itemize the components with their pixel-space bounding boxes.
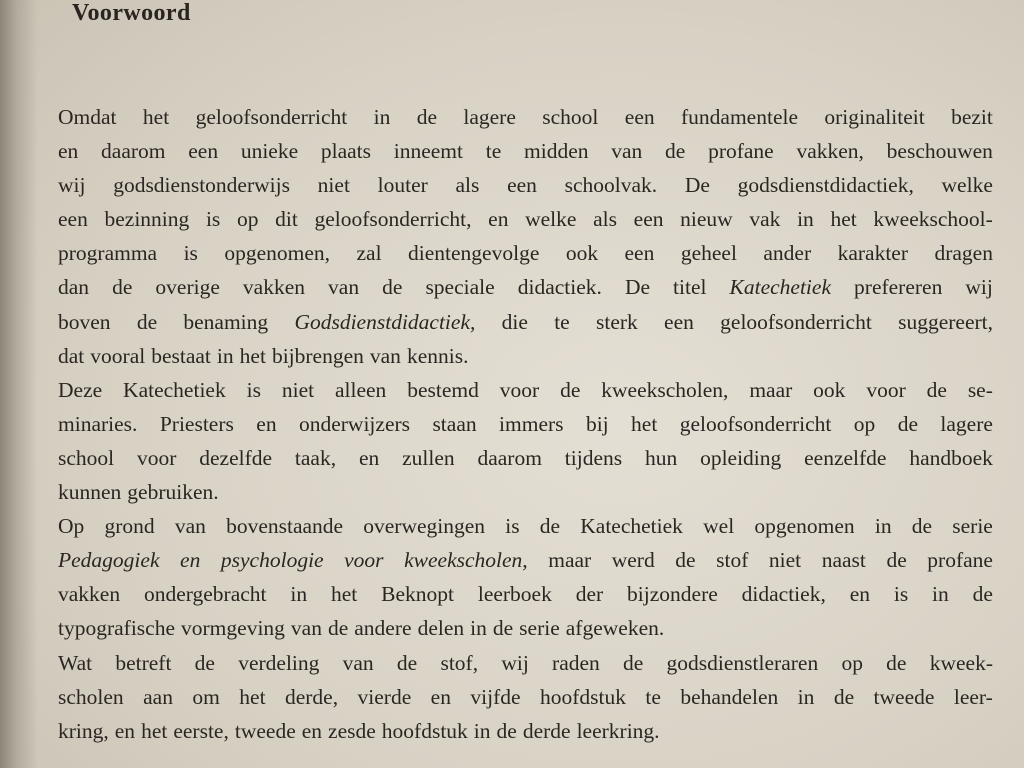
text-line: Op grond van bovenstaande overwegingen is de Katechetiek wel opgenomen in de serie [58, 514, 993, 539]
text-line: wij godsdienstonderwijs niet louter als een schoolvak. De godsdienstdidactiek, welke [58, 173, 993, 198]
text-line: programma is opgenomen, zal dientengevolge ook een geheel ander karakter dragen [58, 241, 993, 266]
text-line: kring, en het eerste, tweede en zesde hoofdstuk in de derde leerkring. [58, 718, 660, 743]
page-gutter-shadow [0, 0, 38, 768]
text-line: dat vooral bestaat in het bijbrengen van kennis. [58, 343, 469, 368]
text-line: typografische vormgeving van de andere delen in de serie afgeweken. [58, 616, 665, 641]
text-line: dan de overige vakken van de speciale didactiek. De titel Katechetiek prefereren wij [58, 275, 993, 300]
text-line: school voor dezelfde taak, en zullen daarom tijdens hun opleiding eenzelfde handboek [58, 445, 993, 470]
text-line: kunnen gebruiken. [58, 480, 219, 505]
text-line: scholen aan om het derde, vierde en vijfde hoofdstuk te behandelen in de tweede leer- [58, 684, 993, 709]
text-line: een bezinning is op dit geloofsonderricht, en welke als een nieuw vak in het kweekschool- [58, 207, 993, 232]
body-text [58, 100, 993, 748]
text-line: Omdat het geloofsonderricht in de lagere school een fundamentele originaliteit bezit [58, 105, 993, 129]
page-heading: Voorwoord [72, 0, 191, 26]
text-line: Deze Katechetiek is niet alleen bestemd voor de kweekscholen, maar ook voor de se- [58, 377, 993, 402]
text-line: Pedagogiek en psychologie voor kweekscholen, maar werd de stof niet naast de profane [58, 548, 993, 573]
text-line: vakken ondergebracht in het Beknopt leerboek der bijzondere didactiek, en is in de [58, 582, 993, 607]
text-line: boven de benaming Godsdienstdidactiek, die te sterk een geloofsonderricht suggereert, [58, 309, 993, 334]
text-line: Wat betreft de verdeling van de stof, wij raden de godsdienstleraren op de kweek- [58, 650, 993, 675]
text-line: en daarom een unieke plaats inneemt te midden van de profane vakken, beschouwen [58, 139, 993, 164]
text-line: minaries. Priesters en onderwijzers staan immers bij het geloofsonderricht op de lagere [58, 411, 993, 436]
